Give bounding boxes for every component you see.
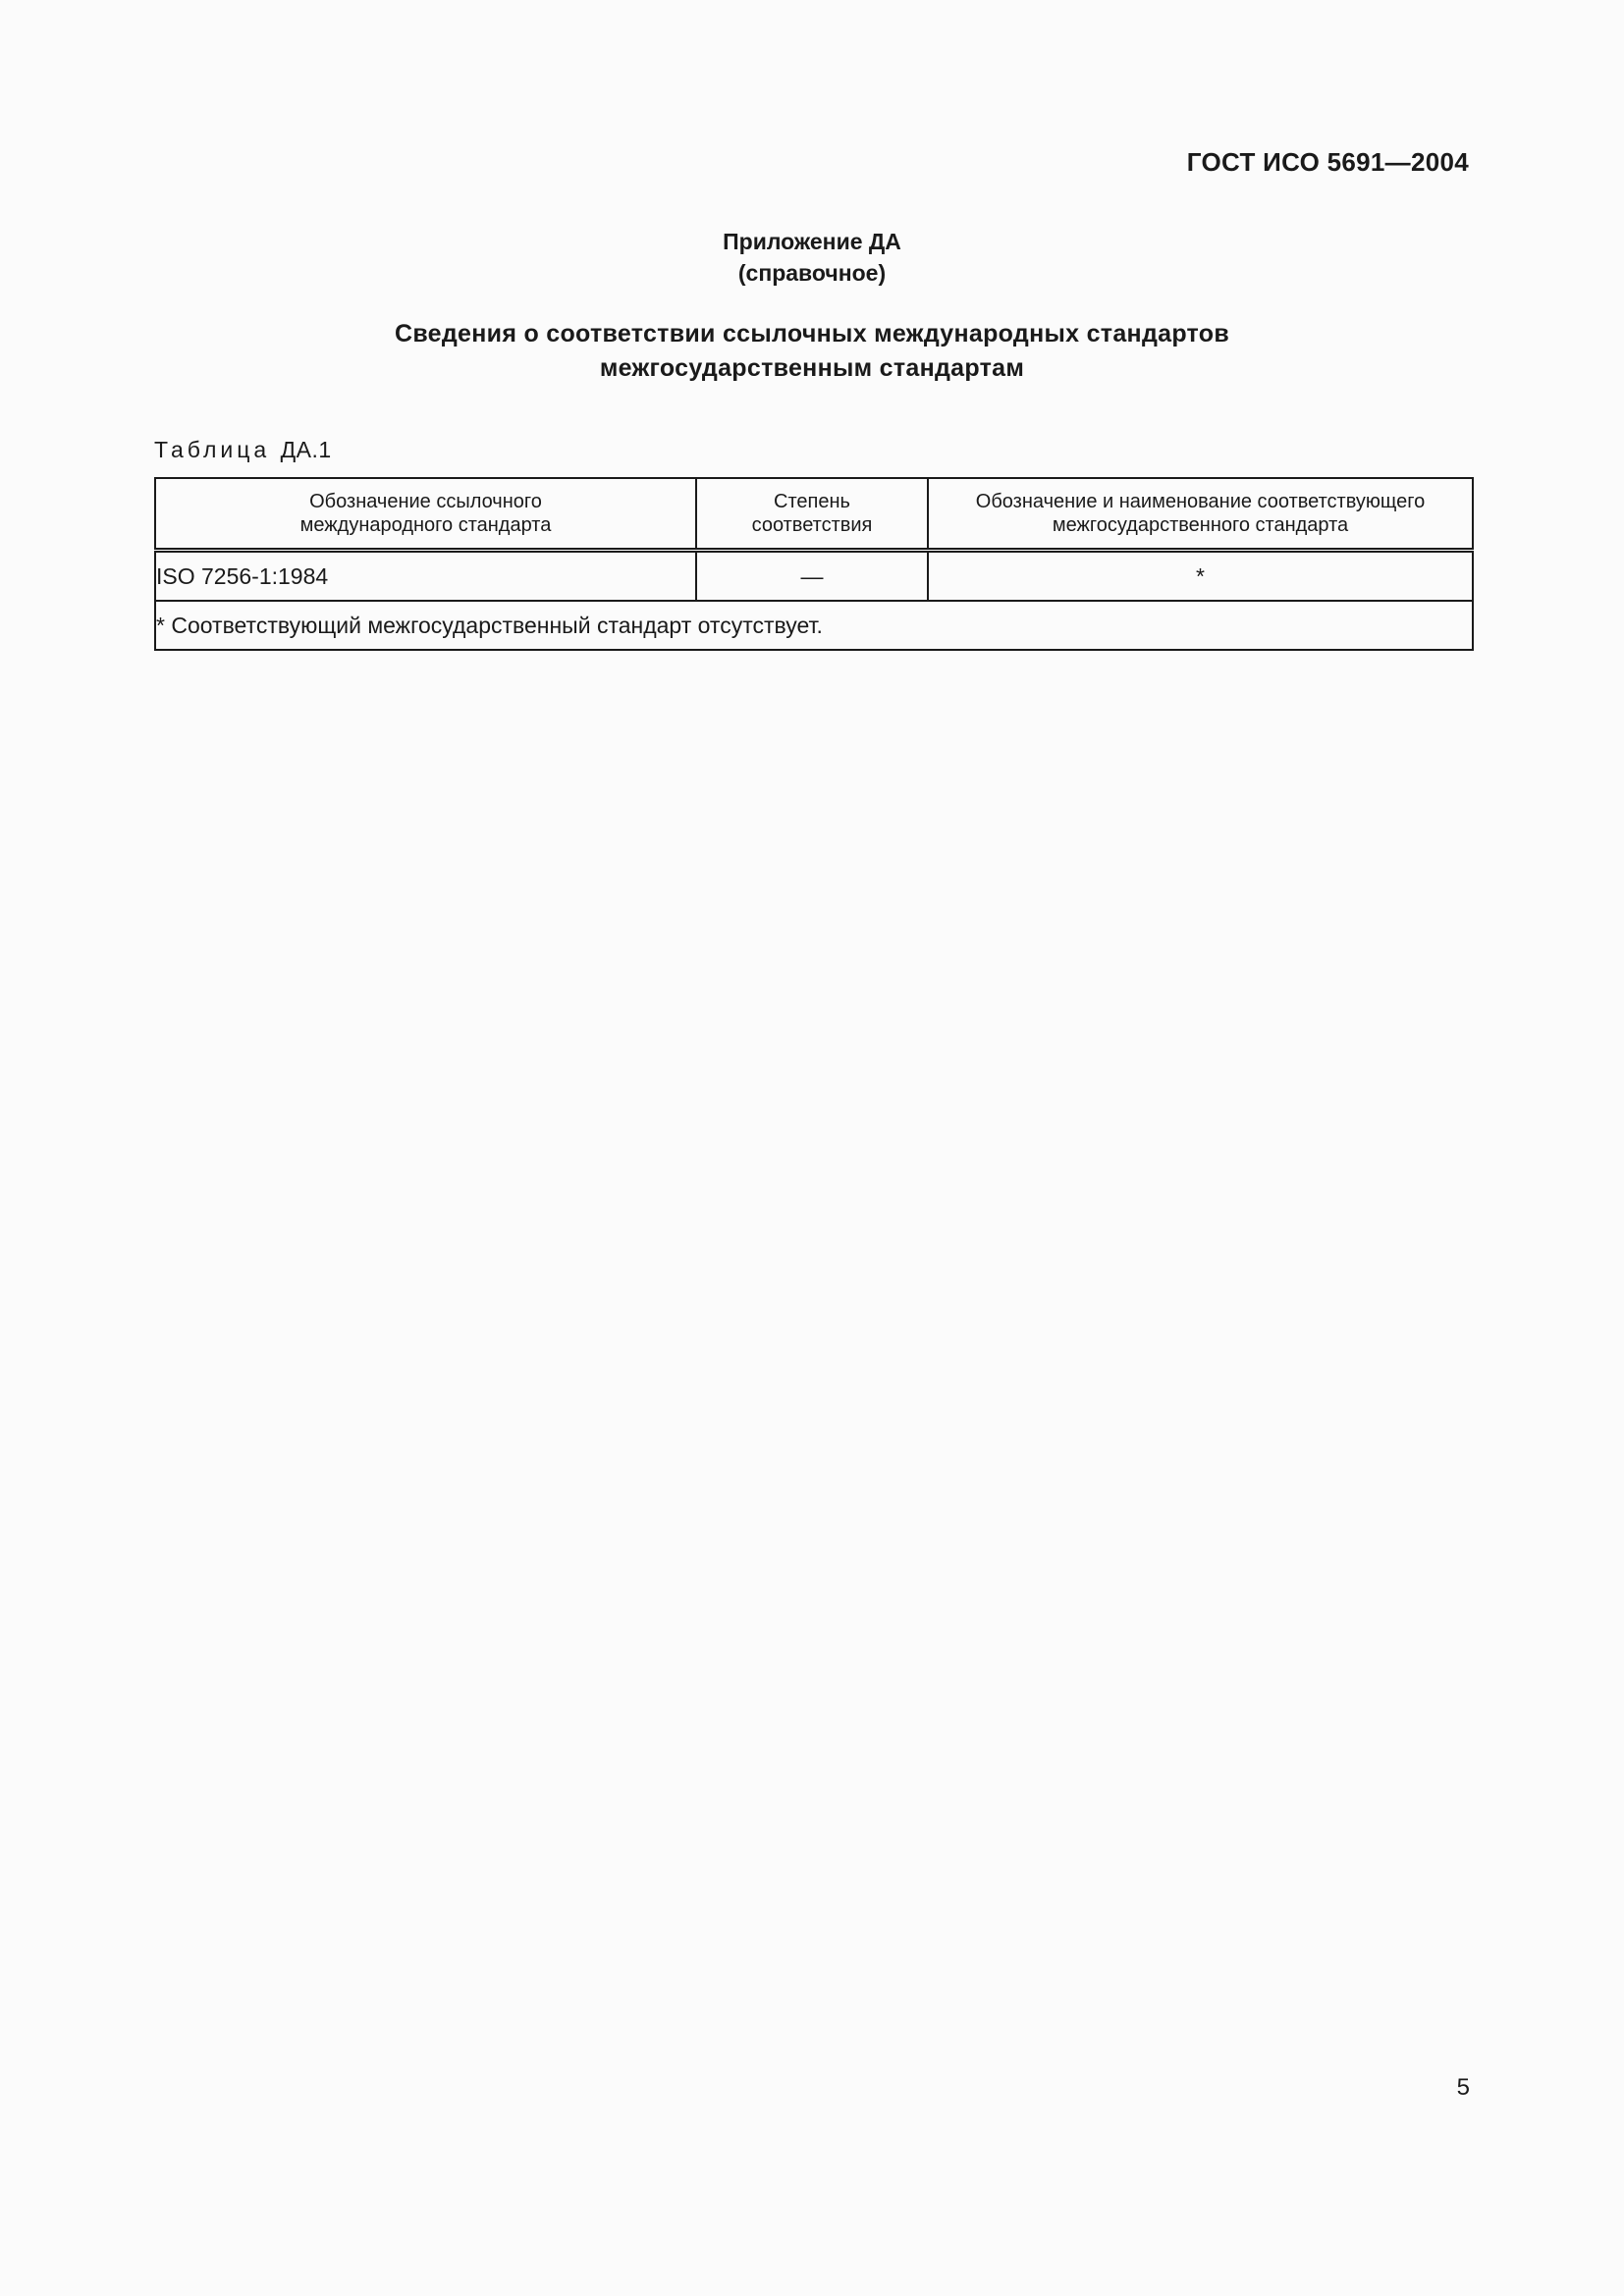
page-number: 5 (1456, 2074, 1470, 2101)
reference-standards-table (154, 477, 1474, 651)
column-header-line: международного стандарта (299, 514, 552, 536)
cell-interstate-standard: * (928, 551, 1473, 602)
column-header-line: межгосударственного стандарта (1052, 514, 1349, 536)
table-footnote: * Соответствующий межгосударственный стандарт отсутствует. (155, 601, 1473, 650)
cell-degree: — (696, 551, 928, 602)
column-header-line: Обозначение и наименование соответствующего (975, 491, 1426, 512)
table-caption-word: Таблица (154, 437, 271, 462)
table-caption-number: ДА.1 (280, 437, 332, 462)
table-header-row (155, 478, 1473, 551)
column-header-interstate-standard (928, 478, 1473, 551)
annex-heading (0, 226, 1624, 289)
cell-reference-standard: ISO 7256-1:1984 (155, 551, 696, 602)
section-title-line-2: межгосударственным стандартам (599, 354, 1025, 382)
column-header-degree (696, 478, 928, 551)
table-footnote-row (155, 601, 1473, 650)
annex-title: Приложение ДА (723, 229, 901, 254)
section-title (0, 317, 1624, 386)
column-header-line: соответствия (751, 514, 873, 536)
column-header-line: Степень (774, 491, 850, 512)
column-header-reference-standard (155, 478, 696, 551)
annex-subtitle: (справочное) (737, 260, 887, 286)
table-caption (154, 437, 332, 463)
table-row (155, 551, 1473, 602)
document-code: ГОСТ ИСО 5691—2004 (1186, 147, 1469, 177)
section-title-line-1: Сведения о соответствии ссылочных международных стандартов (394, 320, 1230, 347)
column-header-line: Обозначение ссылочного (309, 491, 542, 512)
